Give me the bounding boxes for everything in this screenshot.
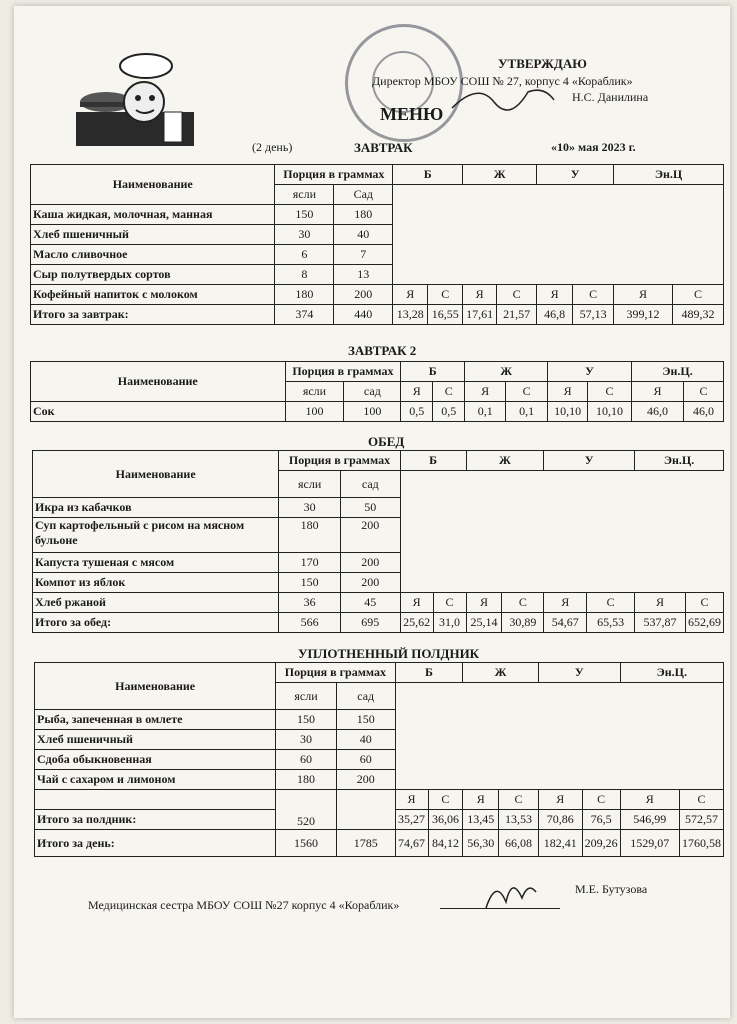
col-en-header: Эн.Ц. [632, 362, 724, 382]
col-name-header: Наименование [31, 362, 286, 402]
table-row: Хлеб пшеничный 30 40 [31, 225, 724, 245]
chef-logo-icon [76, 52, 194, 146]
nurse-signature-icon [480, 872, 540, 914]
table-row: Сдоба обыкновенная 60 60 [35, 750, 724, 770]
col-portion-header: Порция в граммах [279, 451, 400, 471]
snack-title: УПЛОТНЕННЫЙ ПОЛДНИК [298, 646, 480, 661]
table-row: Кофейный напиток с молоком 180 200 Я С Я С Я С Я С [31, 285, 724, 305]
col-yasli-header: ясли [285, 382, 344, 402]
col-portion-header: Порция в граммах [275, 165, 393, 185]
table-row: Чай с сахаром и лимоном 180 200 [35, 770, 724, 790]
table-row: Хлеб ржаной 36 45 Я С Я С Я С Я С [33, 593, 724, 613]
director-signature-icon [448, 78, 558, 118]
table-row: Икра из кабачков 30 50 [33, 498, 724, 518]
approve-heading: УТВЕРЖДАЮ [498, 56, 587, 71]
col-zh-header: Ж [466, 451, 544, 471]
col-sad-header: сад [341, 471, 401, 498]
table-row: Сыр полутвердых сортов 8 13 [31, 265, 724, 285]
col-b-header: Б [401, 362, 465, 382]
table-row: 520 Я С Я С Я С Я С [35, 790, 724, 810]
table-row: Каша жидкая, молочная, манная 150 180 [31, 205, 724, 225]
table-row: Капуста тушеная с мясом 170 200 [33, 553, 724, 573]
table-row: Рыба, запеченная в омлете 150 150 [35, 710, 724, 730]
day-total-row: Итого за день: 1560 1785 74,67 84,12 56,30 66,08 182,41 209,26 1529,07 1760,58 [35, 830, 724, 857]
col-portion-header: Порция в граммах [276, 663, 395, 683]
menu-date: «10» мая 2023 г. [551, 140, 636, 154]
director-name: Н.С. Данилина [572, 90, 649, 104]
breakfast2-table: Наименование Порция в граммах Б Ж У Эн.Ц. ясли сад Я С Я С Я С Я С Сок 100 100 0,5 0,5 0,1 0,1 10,10 10,10 46,0 46,0 [30, 361, 724, 422]
col-u-header: У [544, 451, 635, 471]
table-row: Компот из яблок 150 200 [33, 573, 724, 593]
col-en-header: Эн.Ц [614, 165, 724, 185]
table-row: Масло сливочное 6 7 [31, 245, 724, 265]
table-row: Хлеб пшеничный 30 40 [35, 730, 724, 750]
nurse-caption: Медицинская сестра МБОУ СОШ №27 корпус 4 «Кораблик» [88, 898, 400, 912]
col-yasli-header: ясли [279, 471, 341, 498]
col-portion-header: Порция в граммах [285, 362, 401, 382]
lunch-title: ОБЕД [368, 434, 405, 449]
col-sad-header: сад [344, 382, 401, 402]
breakfast2-title: ЗАВТРАК 2 [348, 343, 417, 358]
col-sad-header: сад [336, 683, 395, 710]
nurse-name: М.Е. Бутузова [575, 882, 648, 896]
col-zh-header: Ж [463, 663, 538, 683]
lunch-table [32, 450, 724, 633]
col-name-header: Наименование [31, 165, 275, 205]
table-row: Сок 100 100 0,5 0,5 0,1 0,1 10,10 10,10 46,0 46,0 [31, 402, 724, 422]
total-row: Итого за полдник: 35,27 36,06 13,45 13,53 70,86 76,5 546,99 572,57 [35, 810, 724, 830]
col-zh-header: Ж [465, 362, 548, 382]
day-label: (2 день) [252, 140, 293, 154]
col-b-header: Б [400, 451, 466, 471]
menu-title: МЕНЮ [380, 104, 444, 124]
breakfast-table [30, 164, 724, 325]
col-en-header: Эн.Ц. [620, 663, 723, 683]
col-b-header: Б [393, 165, 463, 185]
col-yasli-header: ясли [275, 185, 334, 205]
total-row: Итого за завтрак: 374 440 13,28 16,55 17,61 21,57 46,8 57,13 399,12 489,32 [31, 305, 724, 325]
total-row: Итого за обед: 566 695 25,62 31,0 25,14 30,89 54,67 65,53 537,87 652,69 [33, 613, 724, 633]
col-u-header: У [538, 663, 620, 683]
col-sad-header: Сад [334, 185, 393, 205]
snack-table [34, 662, 724, 857]
col-b-header: Б [395, 663, 463, 683]
col-u-header: У [548, 362, 632, 382]
col-name-header: Наименование [35, 663, 276, 710]
col-name-header: Наименование [33, 451, 279, 498]
breakfast-title: ЗАВТРАК [354, 140, 413, 155]
col-u-header: У [537, 165, 614, 185]
col-en-header: Эн.Ц. [635, 451, 724, 471]
col-yasli-header: ясли [276, 683, 337, 710]
table-row: Суп картофельный с рисом на мясном бульоне 180 200 [33, 518, 724, 553]
director-title: Директор МБОУ СОШ № 27, корпус 4 «Кораблик» [372, 74, 633, 88]
col-zh-header: Ж [463, 165, 537, 185]
